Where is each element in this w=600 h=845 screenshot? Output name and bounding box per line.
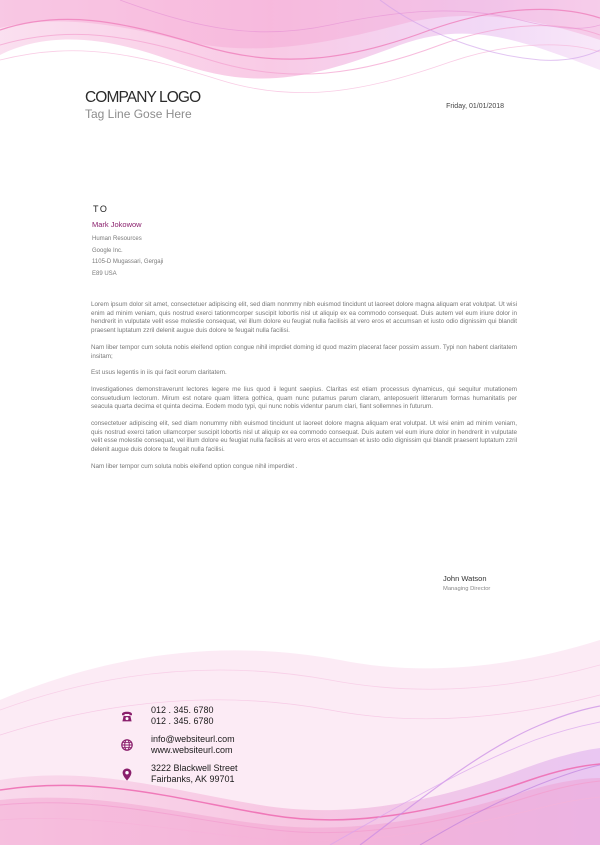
phone-number-alt[interactable]: 012 . 345. 6780 bbox=[151, 716, 214, 726]
body-paragraph: Nam liber tempor cum soluta nobis eleifend option congue nihil imprdiet doming id quod mazim placerat facer possim assum. Typi non habent claritatem insitam; bbox=[91, 343, 517, 360]
address-city: Fairbanks, AK 99701 bbox=[151, 774, 235, 784]
phone-number[interactable]: 012 . 345. 6780 bbox=[151, 705, 214, 715]
recipient-address bbox=[92, 234, 163, 280]
letter-date: Friday, 01/01/2018 bbox=[446, 103, 504, 110]
to-label: TO bbox=[93, 204, 109, 214]
top-wave-band bbox=[0, 0, 600, 155]
body-paragraph: consectetuer adipiscing elit, sed diam nonummy nibh euismod tincidunt ut laoreet dolore magna aliquam erat volutpat. Ut wisi enim ad minim veniam, quis nostrud exerci tation ullamcorper suscipit lobortis nisl ut aliquip ex ea commodo consequat. Duis autem vel eum iriure dolor in hendrerit in vulputate velit esse molestie consequat, vel illum dolore eu feugiat nulla facilisis at vero eros et accumsan et iusto odio dignissim qui blandit praesent luptatum zzril delenit augue duis dolore te feugait nulla facilisi. bbox=[91, 420, 517, 454]
globe-icon bbox=[120, 738, 134, 752]
recipient-department: Human Resources bbox=[92, 236, 142, 242]
bottom-wave-band bbox=[0, 640, 600, 845]
logo-tagline: Tag Line Gose Here bbox=[85, 107, 192, 121]
recipient-name: Mark Jokowow bbox=[92, 220, 142, 229]
recipient-company: Google Inc. bbox=[92, 247, 123, 254]
website-link[interactable]: www.websiteurl.com bbox=[151, 745, 233, 755]
email-link[interactable]: info@websiteurl.com bbox=[151, 734, 235, 744]
recipient-street: 1105-D Mugassari, Gergaji bbox=[92, 259, 164, 265]
body-paragraph: Investigationes demonstraverunt lectores legere me lius quod ii legunt saepius. Claritas est etiam processus dynamicus, qui sequitur mutationem consuetudium lectorum. Mirum est notare quam littera gothica, quam nunc putamus parum claram, anteposuerit litterarum formas humanitatis per seacula quarta decima et quinta decima. Eodem modo typi, qui nunc nobis videntur parum clari, fiant sollemnes in futurum. bbox=[91, 385, 517, 411]
company-logo bbox=[85, 90, 200, 121]
signer-name: John Watson bbox=[443, 574, 487, 583]
logo-title: COMPANY LOGO bbox=[85, 89, 201, 106]
body-paragraph: Lorem ipsum dolor sit amet, consectetuer adipiscing elit, sed diam nonmmy nibh euismod tincidunt ut laoreet dolore magna aliquam erat volutpat. Ut wisi enim ad minim veniam, quis nostrud exerci tationmcorper suscipit lobortis nisl ut aliquip ex ea commodo consequat. Duis autem vel eum iriure dolor in hendrerit in vulputate velit esse molestie consequat, vel illum dolore eu feugiat nulla facilisis at vero eros et accumsan et iusto odio dignissim qui blandit praesent luptatum zzril delenit augue duis dolore te feugait nulla facilisi. bbox=[91, 301, 517, 335]
contact-phone bbox=[120, 705, 238, 727]
letter-body bbox=[91, 301, 517, 480]
phone-icon bbox=[120, 709, 134, 723]
body-paragraph: Est usus legentis in iis qui facit eorum claritatem. bbox=[91, 369, 227, 377]
signer-title: Managing Director bbox=[443, 586, 491, 592]
body-paragraph: Nam liber tempor cum soluta nobis eleifend option congue nihil imperdiet . bbox=[91, 462, 298, 470]
contact-address bbox=[120, 763, 238, 785]
contact-web bbox=[120, 734, 238, 756]
recipient-block bbox=[92, 220, 163, 280]
signature-block bbox=[443, 574, 490, 593]
address-street: 3222 Blackwell Street bbox=[151, 763, 238, 773]
recipient-postal: E89 USA bbox=[92, 270, 117, 277]
contact-block bbox=[120, 705, 238, 792]
location-pin-icon bbox=[120, 767, 134, 781]
